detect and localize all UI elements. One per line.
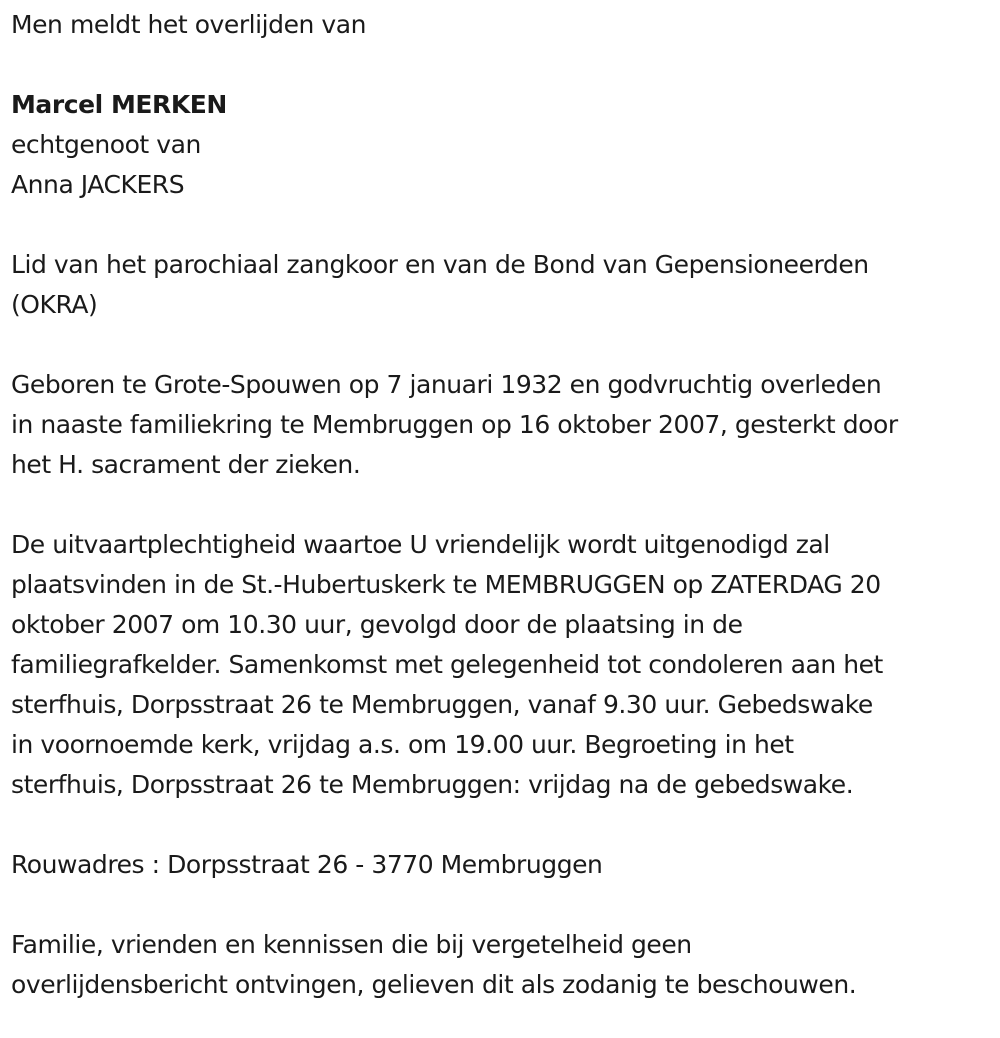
paragraph-line: plaatsvinden in de St.-Hubertuskerk te MEMBRUGGEN op ZATERDAG 20 <box>11 570 881 599</box>
obituary-notice <box>11 5 993 1005</box>
spacer <box>11 885 993 925</box>
spacer <box>11 485 993 525</box>
spouse-name: Anna JACKERS <box>11 170 185 199</box>
spacer <box>11 205 993 245</box>
closing-paragraph <box>11 925 993 1005</box>
paragraph-line: (OKRA) <box>11 290 98 319</box>
mourning-address: Rouwadres : Dorpsstraat 26 - 3770 Membruggen <box>11 850 603 879</box>
membership-paragraph <box>11 245 993 325</box>
deceased-name: Marcel MERKEN <box>11 90 227 119</box>
spacer <box>11 325 993 365</box>
spacer <box>11 805 993 845</box>
spacer <box>11 45 993 85</box>
birth-death-paragraph <box>11 365 993 485</box>
spouse-label: echtgenoot van <box>11 130 201 159</box>
paragraph-line: in naaste familiekring te Membruggen op 16 oktober 2007, gesterkt door <box>11 410 898 439</box>
paragraph-line: De uitvaartplechtigheid waartoe U vriendelijk wordt uitgenodigd zal <box>11 530 830 559</box>
paragraph-line: familiegrafkelder. Samenkomst met gelegenheid tot condoleren aan het <box>11 650 883 679</box>
paragraph-line: Geboren te Grote-Spouwen op 7 januari 1932 en godvruchtig overleden <box>11 370 882 399</box>
paragraph-line: sterfhuis, Dorpsstraat 26 te Membruggen: vrijdag na de gebedswake. <box>11 770 854 799</box>
paragraph-line: overlijdensbericht ontvingen, gelieven dit als zodanig te beschouwen. <box>11 970 857 999</box>
paragraph-line: sterfhuis, Dorpsstraat 26 te Membruggen, vanaf 9.30 uur. Gebedswake <box>11 690 873 719</box>
paragraph-line: oktober 2007 om 10.30 uur, gevolgd door de plaatsing in de <box>11 610 743 639</box>
funeral-paragraph <box>11 525 993 805</box>
intro-text: Men meldt het overlijden van <box>11 10 367 39</box>
paragraph-line: in voornoemde kerk, vrijdag a.s. om 19.00 uur. Begroeting in het <box>11 730 794 759</box>
paragraph-line: Familie, vrienden en kennissen die bij vergetelheid geen <box>11 930 692 959</box>
paragraph-line: het H. sacrament der zieken. <box>11 450 361 479</box>
paragraph-line: Lid van het parochiaal zangkoor en van de Bond van Gepensioneerden <box>11 250 869 279</box>
